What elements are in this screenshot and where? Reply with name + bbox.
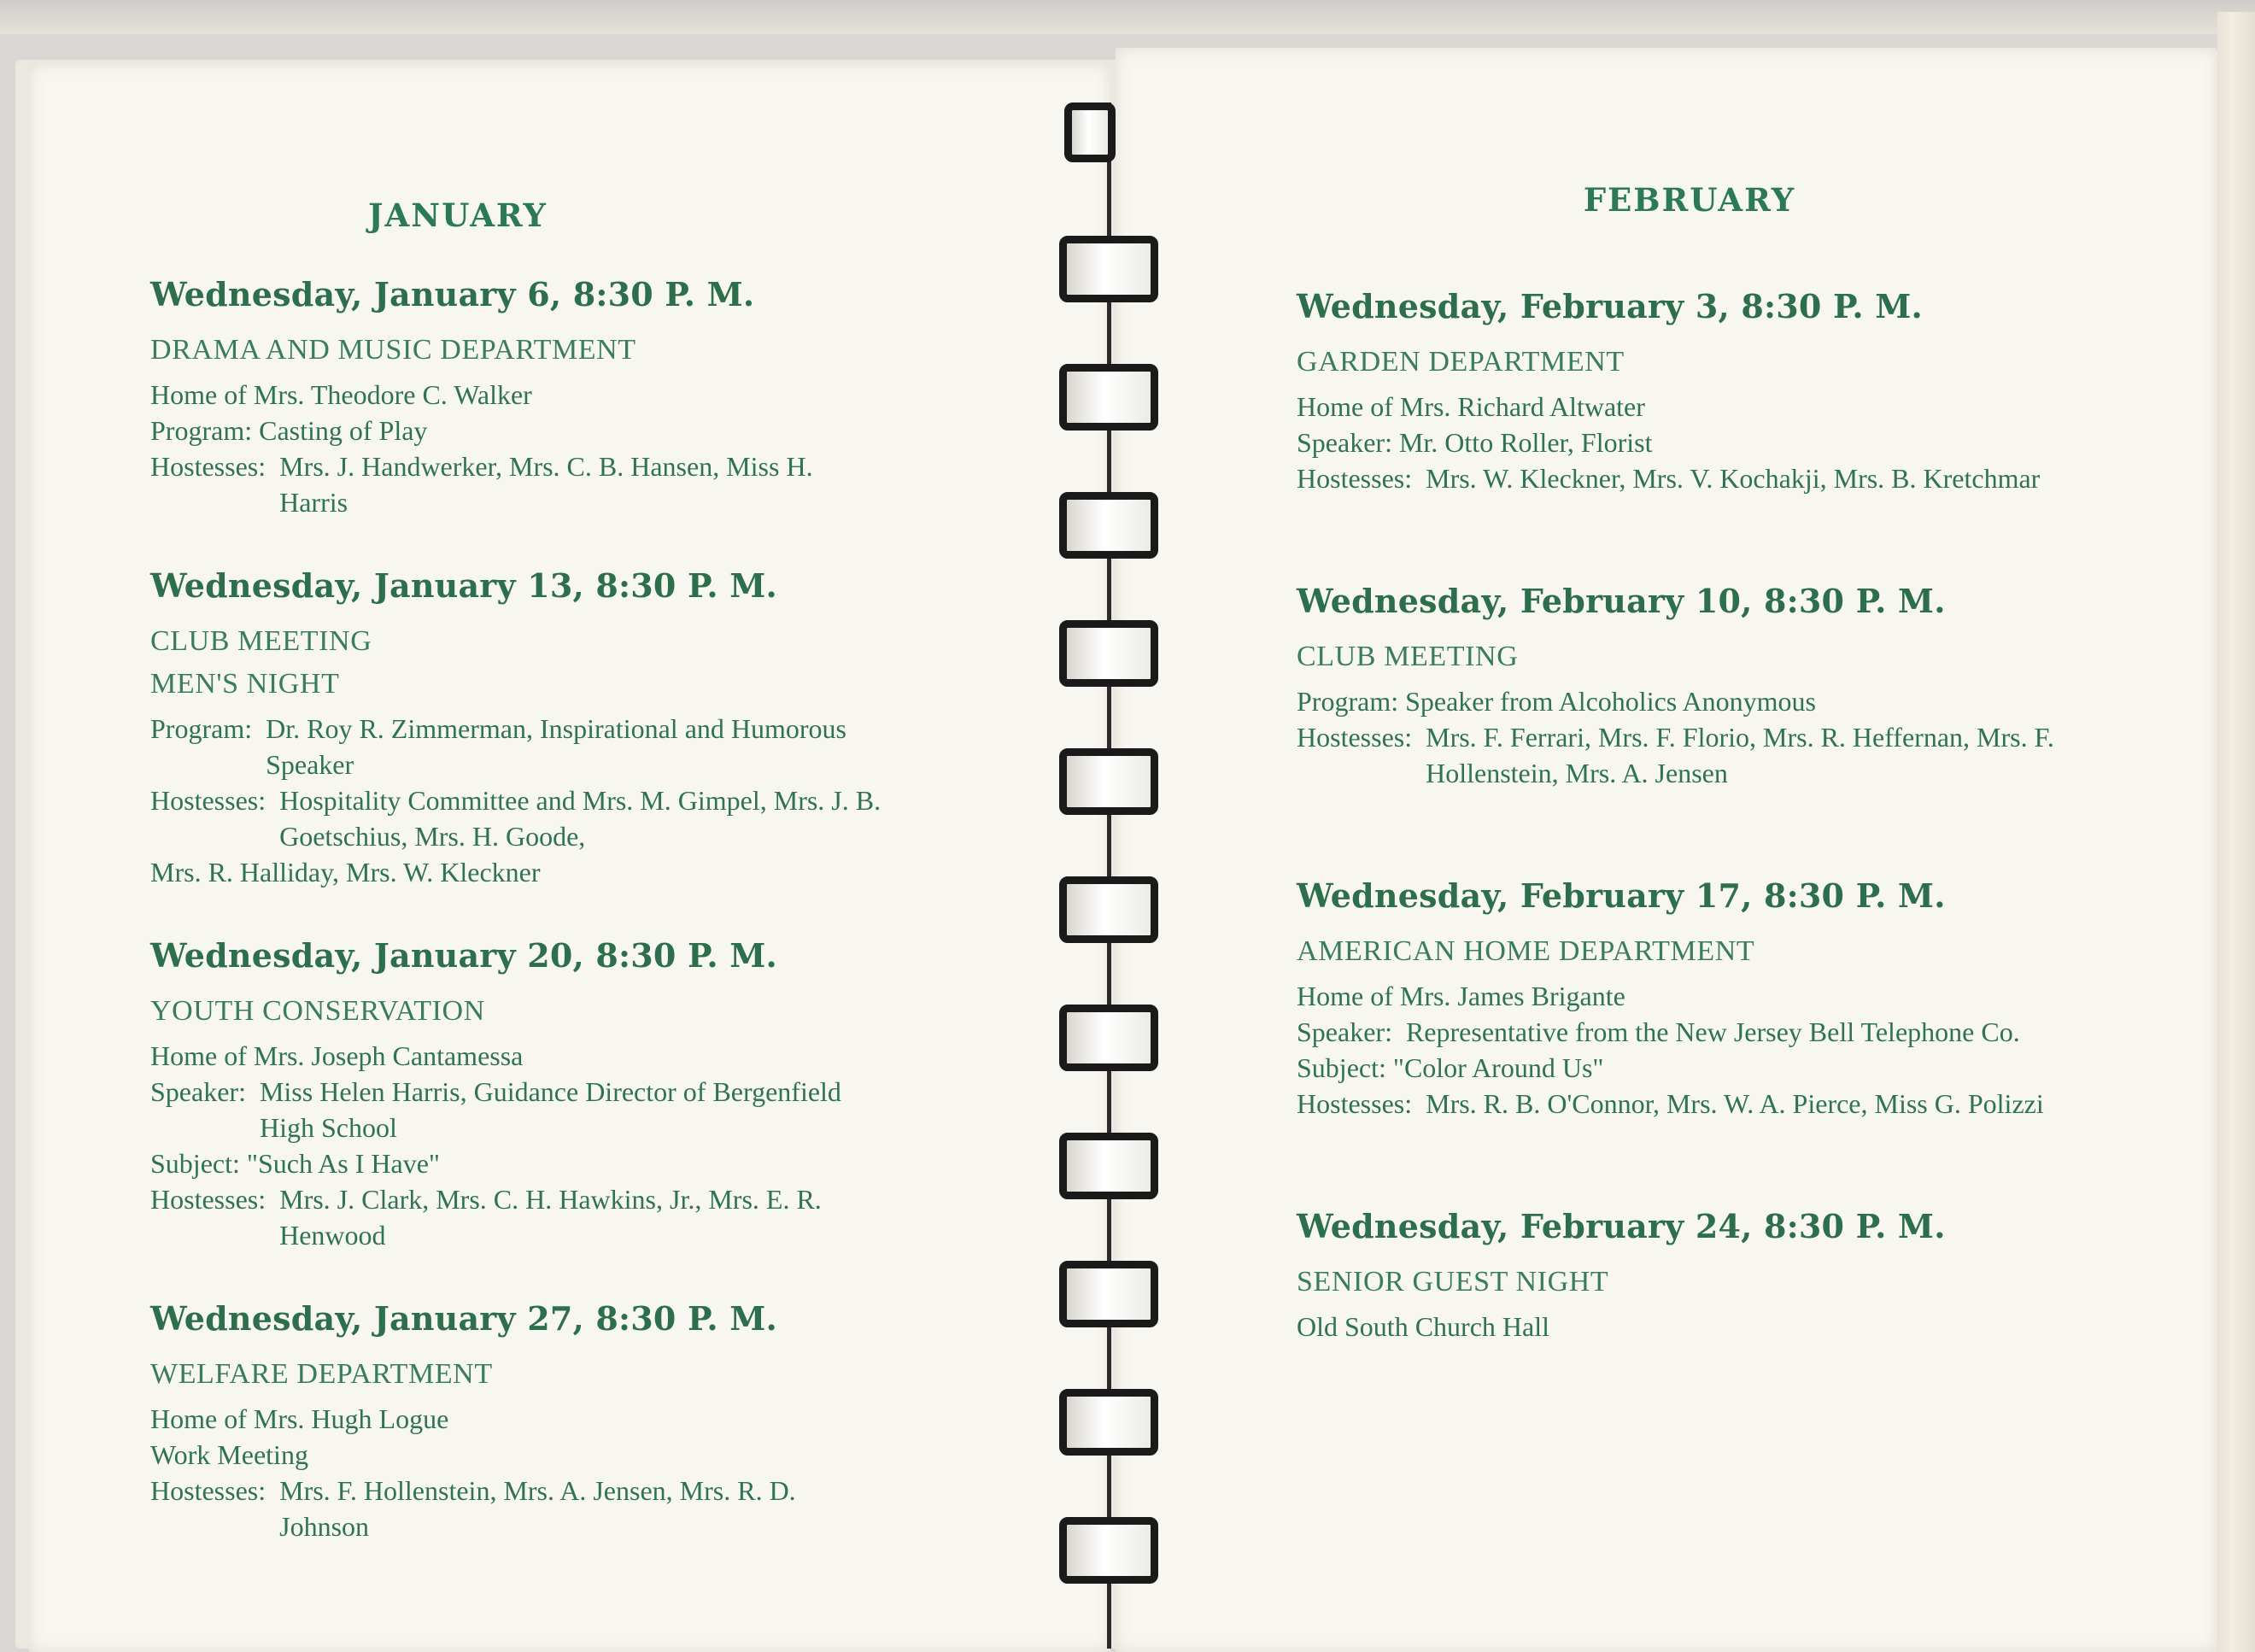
january-column	[150, 196, 885, 1590]
speaker-value: Miss Helen Harris, Guidance Director of Bergenfield High School	[259, 1076, 841, 1143]
event-block	[150, 936, 885, 1253]
hostesses-label: Hostesses:	[1297, 1088, 1413, 1119]
event-line: Work Meeting	[150, 1439, 308, 1470]
hostesses-label: Hostesses:	[150, 451, 266, 482]
event-date: Wednesday, February 24, 8:30 P. M.	[1297, 1207, 1946, 1245]
hostesses-label: Hostesses:	[1297, 463, 1413, 494]
binding-coil	[1059, 1517, 1158, 1584]
binding-coil	[1059, 1005, 1158, 1071]
february-column	[1297, 181, 2108, 1430]
binding-coil	[1059, 876, 1158, 943]
event-date: Wednesday, January 6, 8:30 P. M.	[150, 275, 755, 313]
event-department: CLUB MEETING	[1297, 641, 1519, 672]
event-block	[1297, 876, 2108, 1122]
subject-line: Subject: "Such As I Have"	[150, 1148, 440, 1179]
hostesses-label: Hostesses:	[150, 1184, 266, 1215]
hostesses-row	[1297, 460, 2108, 496]
binding-coil	[1059, 1389, 1158, 1456]
program-row	[150, 711, 885, 782]
hostesses-label: Hostesses:	[150, 1475, 266, 1506]
binding-coil	[1059, 1261, 1158, 1327]
spiral-binding	[1047, 103, 1184, 1649]
subject-line: Subject: "Color Around Us"	[1297, 1052, 1604, 1083]
event-block	[150, 566, 885, 890]
binding-coil	[1059, 236, 1158, 302]
event-date: Wednesday, January 27, 8:30 P. M.	[150, 1299, 777, 1338]
event-line: Home of Mrs. Richard Altwater	[1297, 391, 1645, 422]
event-line: Speaker: Mr. Otto Roller, Florist	[1297, 427, 1653, 458]
event-line: Home of Mrs. James Brigante	[1297, 981, 1625, 1011]
hostesses-value: Hospitality Committee and Mrs. M. Gimpel, Mrs. J. B. Goetschius, Mrs. H. Goode,	[279, 785, 882, 852]
event-department: CLUB MEETING	[150, 625, 372, 657]
event-line: Home of Mrs. Hugh Logue	[150, 1403, 449, 1434]
cover-edge	[2217, 12, 2255, 1652]
event-department: YOUTH CONSERVATION	[150, 995, 485, 1027]
event-date: Wednesday, January 20, 8:30 P. M.	[150, 936, 777, 975]
event-block	[1297, 582, 2108, 791]
hostesses-row	[150, 1473, 885, 1544]
event-department: WELFARE DEPARTMENT	[150, 1358, 493, 1390]
binding-coil	[1059, 492, 1158, 559]
binding-coil	[1059, 1133, 1158, 1199]
hostesses-value: Mrs. J. Clark, Mrs. C. H. Hawkins, Jr., Mrs. E. R. Henwood	[279, 1184, 822, 1251]
event-line: Program: Speaker from Alcoholics Anonymous	[1297, 686, 1816, 717]
speaker-label: Speaker:	[1297, 1016, 1392, 1047]
hostesses-value: Mrs. W. Kleckner, Mrs. V. Kochakji, Mrs. B. Kretchmar	[1426, 463, 2041, 494]
binding-coil	[1064, 103, 1116, 162]
hostesses-row	[150, 1181, 885, 1253]
event-department: AMERICAN HOME DEPARTMENT	[1297, 935, 1755, 967]
hostesses-continued: Mrs. R. Halliday, Mrs. W. Kleckner	[150, 857, 541, 888]
program-value: Dr. Roy R. Zimmerman, Inspirational and Humorous Speaker	[266, 713, 846, 780]
event-line: Program: Casting of Play	[150, 415, 428, 446]
event-date: Wednesday, February 17, 8:30 P. M.	[1297, 876, 1946, 915]
event-block	[150, 275, 885, 520]
hostesses-label: Hostesses:	[1297, 722, 1413, 753]
hostesses-label: Hostesses:	[150, 785, 266, 816]
binding-coil	[1059, 364, 1158, 431]
background-surface	[0, 0, 2255, 34]
speaker-value: Representative from the New Jersey Bell Telephone Co.	[1405, 1016, 2020, 1047]
event-date: Wednesday, February 3, 8:30 P. M.	[1297, 287, 1923, 325]
hostesses-value: Mrs. F. Ferrari, Mrs. F. Florio, Mrs. R. Heffernan, Mrs. F. Hollenstein, Mrs. A. Jensen	[1426, 722, 2054, 788]
event-date: Wednesday, February 10, 8:30 P. M.	[1297, 582, 1946, 620]
event-department: DRAMA AND MUSIC DEPARTMENT	[150, 334, 636, 366]
event-department: SENIOR GUEST NIGHT	[1297, 1266, 1609, 1298]
event-block	[1297, 287, 2108, 496]
hostesses-value: Mrs. F. Hollenstein, Mrs. A. Jensen, Mrs. R. D. Johnson	[279, 1475, 796, 1542]
hostesses-row	[150, 782, 885, 854]
hostesses-row	[150, 448, 885, 520]
binding-coil	[1059, 748, 1158, 815]
hostesses-row	[1297, 719, 2108, 791]
binding-coil	[1059, 620, 1158, 687]
hostesses-value: Mrs. J. Handwerker, Mrs. C. B. Hansen, Miss H. Harris	[279, 451, 813, 518]
event-block	[1297, 1207, 2108, 1344]
event-department: GARDEN DEPARTMENT	[1297, 346, 1625, 378]
program-label: Program:	[150, 713, 253, 744]
event-date: Wednesday, January 13, 8:30 P. M.	[150, 566, 777, 605]
event-block	[150, 1299, 885, 1544]
event-line: Home of Mrs. Joseph Cantamessa	[150, 1040, 524, 1071]
event-line: Home of Mrs. Theodore C. Walker	[150, 379, 532, 410]
event-subtitle: MEN'S NIGHT	[150, 668, 340, 700]
hostesses-row	[1297, 1086, 2108, 1122]
event-line: Old South Church Hall	[1297, 1311, 1549, 1342]
speaker-label: Speaker:	[150, 1076, 246, 1107]
month-heading: FEBRUARY	[1583, 181, 1796, 219]
speaker-row	[150, 1074, 885, 1145]
hostesses-value: Mrs. R. B. O'Connor, Mrs. W. A. Pierce, Miss G. Polizzi	[1426, 1088, 2044, 1119]
month-heading: JANUARY	[368, 196, 548, 234]
speaker-row	[1297, 1014, 2108, 1050]
